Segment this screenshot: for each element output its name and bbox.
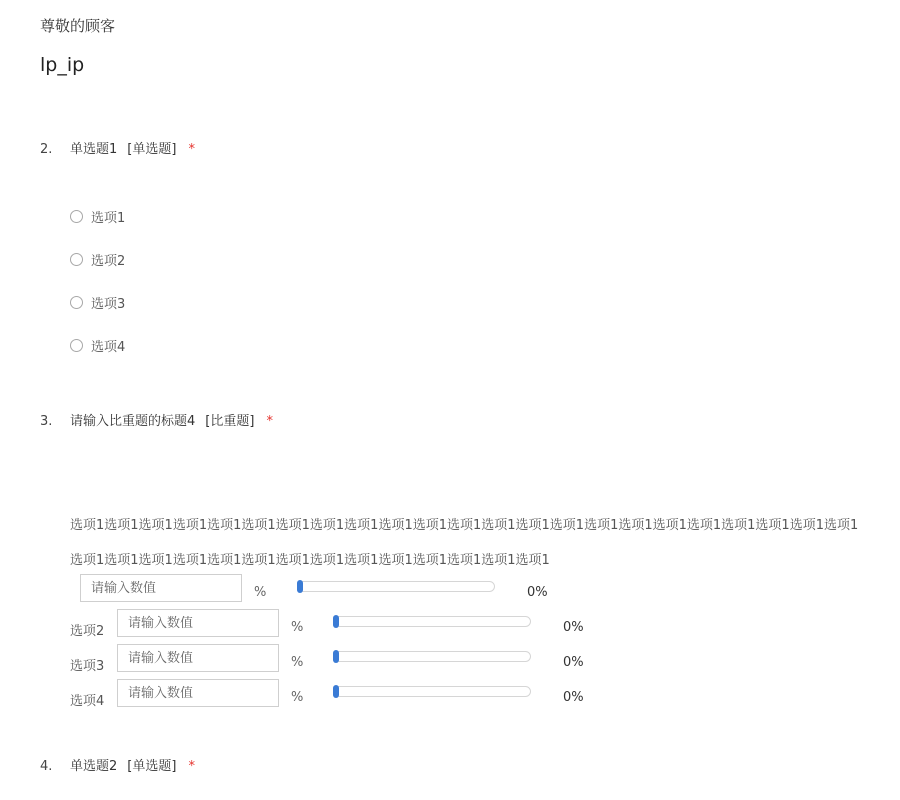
question-3-title [40, 410, 273, 429]
radio-option-1[interactable] [70, 207, 125, 226]
slider-handle[interactable] [297, 580, 303, 593]
question-type: [单选题] [127, 142, 177, 157]
weight-slider-option-1[interactable] [297, 581, 495, 592]
percent-unit: % [254, 585, 267, 600]
weight-option-2-label: 选项2 [70, 624, 105, 639]
weight-slider-option-2[interactable] [333, 616, 531, 627]
weight-input-option-1[interactable] [80, 574, 242, 602]
percent-unit: % [291, 690, 304, 705]
radio-option-label: 选项1 [91, 211, 126, 226]
weight-percent-value: 0% [563, 655, 584, 670]
radio-option-label: 选项3 [91, 297, 126, 312]
question-type: [比重题] [205, 414, 255, 429]
weight-percent-value: 0% [527, 585, 548, 600]
required-mark: * [188, 142, 195, 157]
greeting-text: 尊敬的顾客 [40, 17, 116, 35]
question-type: [单选题] [127, 759, 177, 774]
radio-option-label: 选项2 [91, 254, 126, 269]
username-text: lp_ip [40, 54, 85, 76]
slider-handle[interactable] [333, 685, 339, 698]
weight-percent-value: 0% [563, 620, 584, 635]
radio-option-3[interactable] [70, 293, 125, 312]
weight-option-1-label-line1: 选项1选项1选项1选项1选项1选项1选项1选项1选项1选项1选项1选项1选项1选项1选项1选项1选项1选项1选项1选项1选项1选项1选项1 [70, 518, 859, 533]
radio-option-4[interactable] [70, 336, 125, 355]
radio-button[interactable] [70, 296, 83, 309]
radio-button[interactable] [70, 210, 83, 223]
percent-unit: % [291, 655, 304, 670]
question-number: 3. [40, 414, 53, 429]
weight-percent-value: 0% [563, 690, 584, 705]
question-2-title [40, 138, 195, 157]
weight-input-option-3[interactable] [117, 644, 279, 672]
weight-option-4-label: 选项4 [70, 694, 105, 709]
question-number: 4. [40, 759, 53, 774]
radio-option-label: 选项4 [91, 340, 126, 355]
required-mark: * [188, 759, 195, 774]
question-title-text: 单选题2 [70, 759, 118, 774]
weight-input-option-4[interactable] [117, 679, 279, 707]
question-number: 2. [40, 142, 53, 157]
weight-option-3-label: 选项3 [70, 659, 105, 674]
question-4-title [40, 755, 195, 774]
percent-unit: % [291, 620, 304, 635]
radio-button[interactable] [70, 339, 83, 352]
radio-button[interactable] [70, 253, 83, 266]
weight-option-1-label-line2: 选项1选项1选项1选项1选项1选项1选项1选项1选项1选项1选项1选项1选项1选项1 [70, 553, 550, 568]
question-title-text: 单选题1 [70, 142, 118, 157]
required-mark: * [266, 414, 273, 429]
question-title-text: 请输入比重题的标题4 [70, 414, 196, 429]
radio-option-2[interactable] [70, 250, 125, 269]
weight-slider-option-4[interactable] [333, 686, 531, 697]
slider-handle[interactable] [333, 615, 339, 628]
slider-handle[interactable] [333, 650, 339, 663]
weight-input-option-2[interactable] [117, 609, 279, 637]
weight-slider-option-3[interactable] [333, 651, 531, 662]
